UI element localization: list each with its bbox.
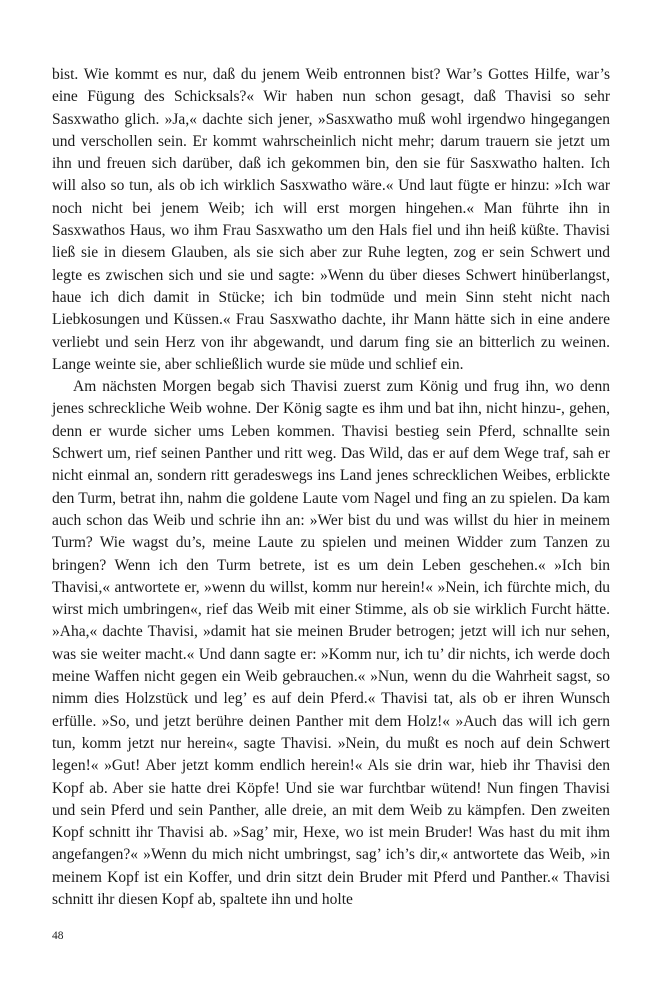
page-body [52,64,610,911]
paragraph-next-morning: Am nächsten Morgen begab sich Thavisi zuerst zum König und frug ihn, wo denn jenes schreckliche Weib wohne. Der König sagte es ihm und bat ihn, nicht hinzu-, gehen, denn er wurde sicher ums Leben kommen. Thavisi bestieg sein Pferd, schnallte sein Schwert um, rief seinen Panther und ritt weg. Das Wild, das er auf dem Wege traf, sah er nicht einmal an, sondern ritt geradeswegs ins Land jenes schrecklichen Weibes, erblickte den Turm, betrat ihn, nahm die goldene Laute vom Nagel und fing an zu spielen. Da kam auch schon das Weib und schrie ihn an: »Wer bist du und was willst du hier in meinem Turm? Wie wagst du’s, meine Laute zu spielen und meinen Widder zum Tanzen zu bringen? Wenn ich den Turm betrete, ist es um dein Leben geschehen.« »Ich bin Thavisi,« antwortete er, »wenn du willst, komm nur herein!« »Nein, ich fürchte mich, du wirst mich umbringen«, rief das Weib mit einer Stimme, als ob sie wirklich Furcht hätte. »Aha,« dachte Thavisi, »damit hat sie meinen Bruder betrogen; jetzt will ich nur sehen, was sie weiter macht.« Und dann sagte er: »Komm nur, ich tu’ dir nichts, ich werde doch meine Waffen nicht gegen ein Weib gebrauchen.« »Nun, wenn du die Wahrheit sagst, so nimm dies Holzstück und leg’ es auf dein Pferd.« Thavisi tat, als ob er ihren Wunsch erfülle. »So, und jetzt berühre deinen Panther mit dem Holz!« »Auch das will ich gern tun, komm jetzt nur herein«, sagte Thavisi. »Nein, du mußt es noch auf dein Schwert legen!« »Gut! Aber jetzt komm endlich herein!« Als sie drin war, hieb ihr Thavisi den Kopf ab. Aber sie hatte drei Köpfe! Und sie war furchtbar wütend! Nun fingen Thavisi und sein Pferd und sein Panther, alle dreie, an mit dem Weib zu kämpfen. Den zweiten Kopf schnitt ihr Thavisi ab. »Sag’ mir, Hexe, wo ist mein Bruder! Was hast du mit ihm angefangen?« »Wenn du mich nicht umbringst, sag’ ich’s dir,« antwortete das Weib, »in meinem Kopf ist ein Koffer, und drin sitzt dein Bruder mit Pferd und Panther.« Thavisi schnitt ihr diesen Kopf ab, spaltete ihn und holte [52,378,610,908]
page-number: 48 [52,930,64,942]
paragraph-continuation: bist. Wie kommt es nur, daß du jenem Weib entronnen bist? War’s Gottes Hilfe, war’s eine Fügung des Schicksals?« Wir haben nun schon gesagt, daß Thavisi so sehr Sasxwatho glich. »Ja,« dachte sich jener, »Sasxwatho muß wohl irgendwo hingegangen und verschollen sein. Er kommt wahrscheinlich nicht mehr; darum trauern sie jetzt um ihn und freuen sich darüber, daß ich gekommen bin, den sie für Sasxwatho halten. Ich will also so tun, als ob ich wirklich Sasxwatho wäre.« Und laut fügte er hinzu: »Ich war noch nicht bei jenem Weib; ich will erst morgen hingehen.« Man führte ihn in Sasxwathos Haus, wo ihm Frau Sasxwatho um den Hals fiel und ihn heiß küßte. Thavisi ließ sie in diesem Glauben, als sie sich aber zur Ruhe legten, zog er sein Schwert und legte es zwischen sich und sie und sagte: »Wenn du über dieses Schwert hinüberlangst, haue ich dich damit in Stücke; ich bin todmüde und mein Sinn steht nicht nach Liebkosungen und Küssen.« Frau Sasxwatho dachte, ihr Mann hätte sich in eine andere verliebt und sein Herz von ihr abgewandt, und darum fing sie an bitterlich zu weinen. Lange weinte sie, aber schließlich wurde sie müde und schlief ein. [52,66,610,373]
